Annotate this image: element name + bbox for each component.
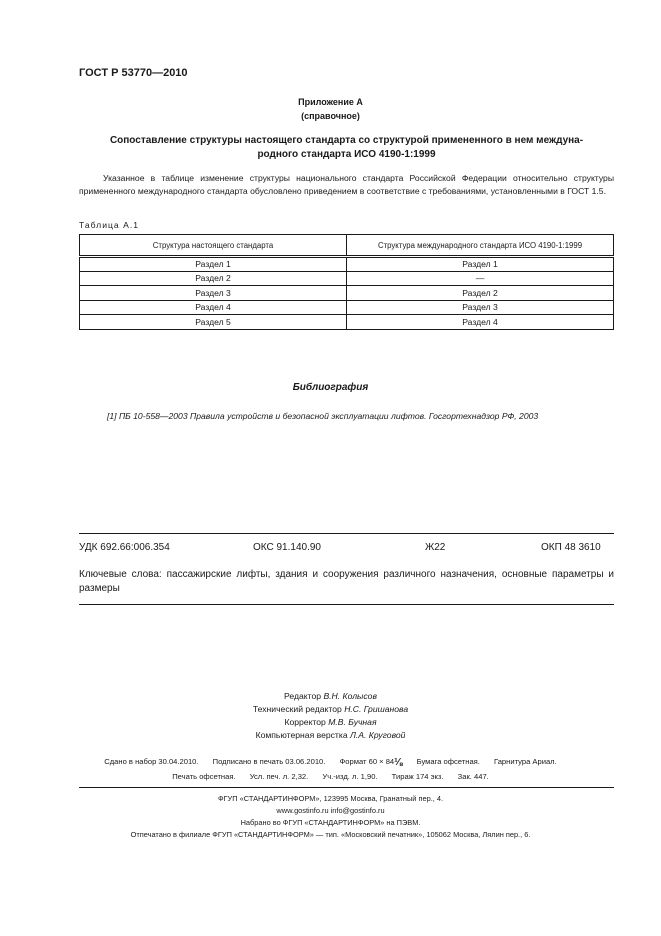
divider [79, 533, 614, 534]
bibliography-title: Библиография [292, 382, 369, 393]
table-cell: Раздел 1 [80, 257, 347, 272]
print-run: Тираж 174 экз. [391, 772, 444, 781]
publication-details [0, 754, 661, 784]
printer-info [0, 793, 661, 841]
table-cell: Раздел 4 [347, 315, 614, 330]
divider [79, 787, 614, 788]
printer-contacts [0, 805, 661, 817]
table-header-row [80, 235, 614, 257]
printer-email[interactable]: info@gostinfo.ru [330, 806, 385, 815]
editorial-staff [0, 690, 661, 742]
column-header-international: Структура международного стандарта ИСО 4190-1:1999 [347, 235, 614, 257]
person-name: Н.С. Гришанова [344, 704, 409, 714]
role-label: Технический редактор [252, 704, 342, 714]
table-row [80, 257, 614, 272]
order-number: Зак. 447. [457, 772, 489, 781]
group-code: Ж22 [425, 542, 446, 553]
print-sheets: Усл. печ. л. 2,32. [249, 772, 309, 781]
section-title-line-1: Сопоставление структуры настоящего стандарта со структурой примененного в нем междуна- [109, 135, 584, 146]
column-header-national: Структура настоящего стандарта [80, 235, 347, 257]
edition-sheets: Уч.-изд. л. 1,90. [322, 772, 378, 781]
printed-note: Отпечатано в филиале ФГУП «СТАНДАРТИНФОРМ» — тип. «Московский печатник», 105062 Москва, Лялин пер., 6. [130, 830, 531, 839]
table-cell: Раздел 3 [347, 300, 614, 315]
person-name: В.Н. Колысов [323, 691, 377, 701]
udk-code: УДК 692.66:006.354 [79, 542, 170, 553]
bibliography-entry: [1] ПБ 10-558—2003 Правила устройств и безопасной эксплуатации лифтов. Госгортехнадзор РФ, 2003 [107, 411, 539, 421]
typeset-note: Набрано во ФГУП «СТАНДАРТИНФОРМ» на ПЭВМ. [240, 818, 421, 827]
table-cell: Раздел 1 [347, 257, 614, 272]
signed-date: Подписано в печать 03.06.2010. [212, 757, 326, 766]
keywords: Ключевые слова: пассажирские лифты, здания и сооружения различного назначения, основные параметры и размеры [79, 569, 614, 594]
person-name: Л.А. Круговой [350, 730, 406, 740]
staff-editor [0, 690, 661, 703]
table-row [80, 315, 614, 330]
staff-proofreader [0, 716, 661, 729]
publication-line-2 [0, 769, 661, 784]
appendix-label: Приложение А [298, 97, 363, 107]
appendix-status: (справочное) [301, 111, 360, 121]
table-cell: — [347, 271, 614, 286]
format-fraction: ⅛ [394, 757, 403, 768]
staff-tech-editor [0, 703, 661, 716]
table-cell: Раздел 3 [80, 286, 347, 301]
intro-paragraph: Указанное в таблице изменение структуры национального стандарта Российской Федерации относительно структуры примененного международного стандарта обусловлено приведением в соответствие с требованиями, установленными в ГОСТ 1.5. [79, 173, 614, 196]
print-method: Печать офсетная. [172, 772, 236, 781]
printer-address: ФГУП «СТАНДАРТИНФОРМ», 123995 Москва, Гранатный пер., 4. [217, 794, 444, 803]
document-code: ГОСТ Р 53770—2010 [79, 67, 188, 79]
section-title [78, 134, 615, 162]
table-cell: Раздел 5 [80, 315, 347, 330]
role-label: Корректор [284, 717, 326, 727]
role-label: Компьютерная верстка [255, 730, 348, 740]
table-row [80, 286, 614, 301]
okp-code: ОКП 48 3610 [541, 542, 601, 553]
person-name: М.В. Бучная [328, 717, 377, 727]
typeface: Гарнитура Ариал. [494, 757, 557, 766]
oks-code: ОКС 91.140.90 [253, 542, 321, 553]
appendix-heading [0, 95, 661, 123]
staff-layout [0, 729, 661, 742]
table-row [80, 271, 614, 286]
table-cell: Раздел 2 [80, 271, 347, 286]
divider [79, 604, 614, 605]
role-label: Редактор [284, 691, 322, 701]
paper-format: Формат 60 × 84 [339, 757, 395, 766]
paper-type: Бумага офсетная. [416, 757, 480, 766]
section-title-line-2: родного стандарта ИСО 4190-1:1999 [257, 149, 436, 160]
table-caption: Таблица А.1 [79, 220, 139, 230]
printer-website[interactable]: www.gostinfo.ru [276, 806, 329, 815]
structure-comparison-table [79, 234, 614, 330]
submitted-date: Сдано в набор 30.04.2010. [104, 757, 199, 766]
publication-line-1 [0, 754, 661, 769]
table-cell: Раздел 4 [80, 300, 347, 315]
table-row [80, 300, 614, 315]
table-cell: Раздел 2 [347, 286, 614, 301]
